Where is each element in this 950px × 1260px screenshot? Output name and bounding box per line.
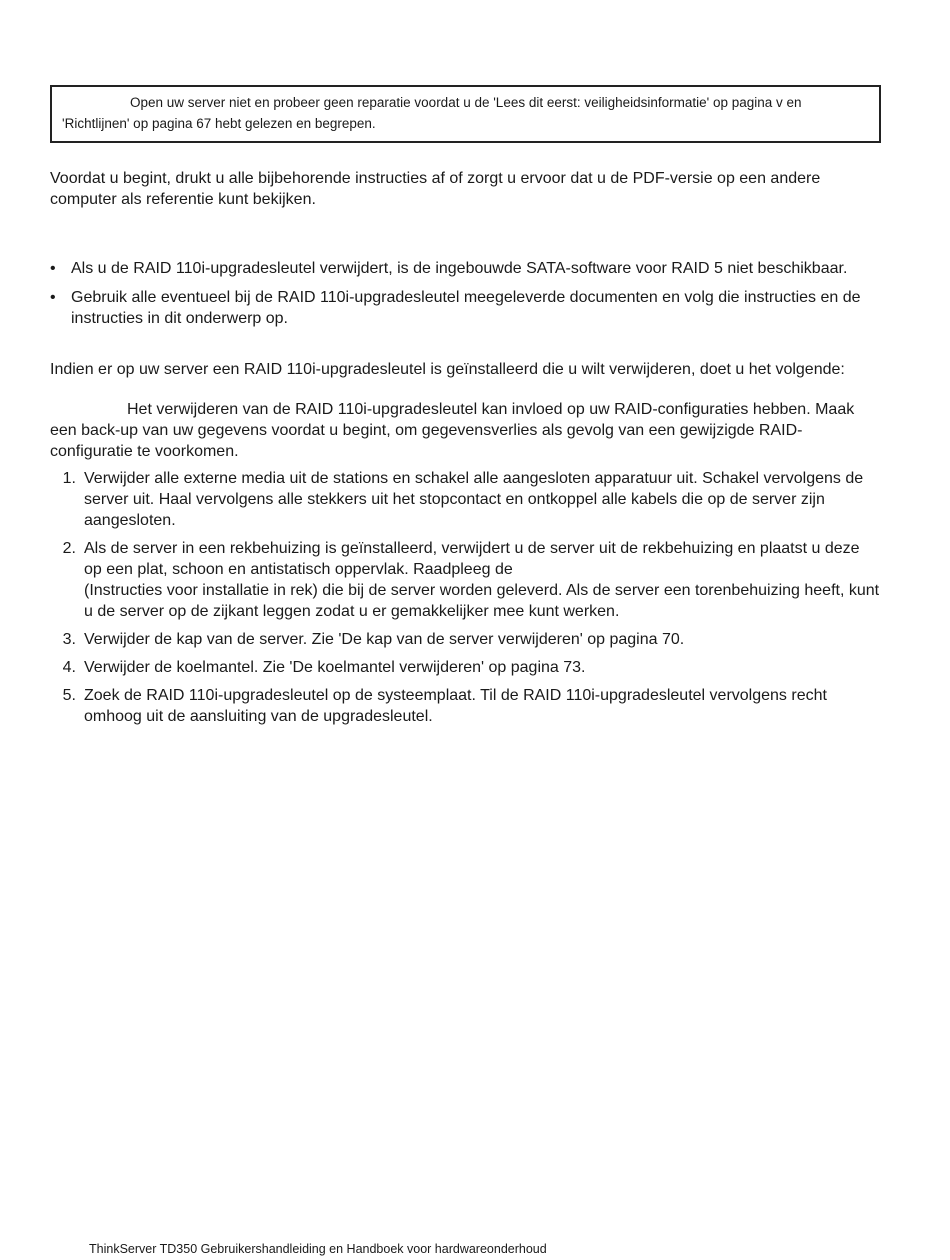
step-text: Als de server in een rekbehuizing is geïnstalleerd, verwijdert u de server uit de rekbehuizing en plaatst u deze op een plat, schoon en antistatisch oppervlak. Raadpleeg de (84, 540, 860, 578)
attention-paragraph (50, 399, 881, 462)
step-text: Zoek de RAID 110i-upgradesleutel op de systeemplaat. Til de RAID 110i-upgradesleutel vervolgens recht omhoog uit de aansluiting van de upgradesleutel. (84, 687, 827, 725)
list-item (50, 287, 881, 329)
step-item (50, 657, 881, 678)
step-text-continued: (Instructies voor installatie in rek) die bij de server worden geleverd. Als de server een torenbehuizing heeft, kunt u de server op de zijkant leggen zodat u er gemakkelijker mee kunt werken. (84, 582, 880, 620)
bullet-list (50, 258, 881, 329)
step-text: Verwijder de koelmantel. Zie 'De koelmantel verwijderen' op pagina 73. (84, 659, 586, 676)
bullet-text: Als u de RAID 110i-upgradesleutel verwijdert, is de ingebouwde SATA-software voor RAID 5 niet beschikbaar. (71, 260, 848, 277)
step-text: Verwijder alle externe media uit de stations en schakel alle aangesloten apparatuur uit. Schakel vervolgens de server uit. Haal vervolgens alle stekkers uit het stopcontact en ontkoppel alle kabels die op de server zijn aangesloten. (84, 470, 864, 529)
safety-notice-box (50, 85, 881, 143)
page-content (50, 85, 881, 734)
step-number: 3. (62, 631, 76, 648)
step-item (50, 629, 881, 650)
intro-paragraph: Voordat u begint, drukt u alle bijbehorende instructies af of zorgt u ervoor dat u de PDF-versie op een andere computer als referentie kunt bekijken. (50, 170, 821, 208)
attention-text: Het verwijderen van de RAID 110i-upgradesleutel kan invloed op uw RAID-configuraties hebben. Maak een back-up van uw gegevens voordat u begint, om gegevensverlies als gevolg van een gewijzigde RAID-configuratie te voorkomen. (50, 401, 855, 460)
step-text: Verwijder de kap van de server. Zie 'De kap van de server verwijderen' op pagina 70. (84, 631, 685, 648)
bullet-icon: • (50, 289, 56, 306)
step-number: 2. (62, 540, 76, 557)
procedure-lead: Indien er op uw server een RAID 110i-upgradesleutel is geïnstalleerd die u wilt verwijderen, doet u het volgende: (50, 361, 845, 378)
step-number: 5. (62, 687, 76, 704)
safety-notice-text: Open uw server niet en probeer geen reparatie voordat u de 'Lees dit eerst: veiligheidsinformatie' op pagina v en 'Richtlijnen' op pagina 67 hebt gelezen en begrepen. (62, 95, 802, 131)
step-item (50, 685, 881, 727)
bullet-icon: • (50, 260, 56, 277)
step-list (50, 468, 881, 727)
step-number: 4. (62, 659, 76, 676)
step-item (50, 468, 881, 531)
step-number: 1. (62, 470, 76, 487)
list-item (50, 258, 881, 279)
step-item (50, 538, 881, 622)
bullet-text: Gebruik alle eventueel bij de RAID 110i-upgradesleutel meegeleverde documenten en volg die instructies en de instructies in dit onderwerp op. (71, 289, 861, 327)
page-footer: ThinkServer TD350 Gebruikershandleiding en Handboek voor hardwareonderhoud (89, 1242, 547, 1256)
